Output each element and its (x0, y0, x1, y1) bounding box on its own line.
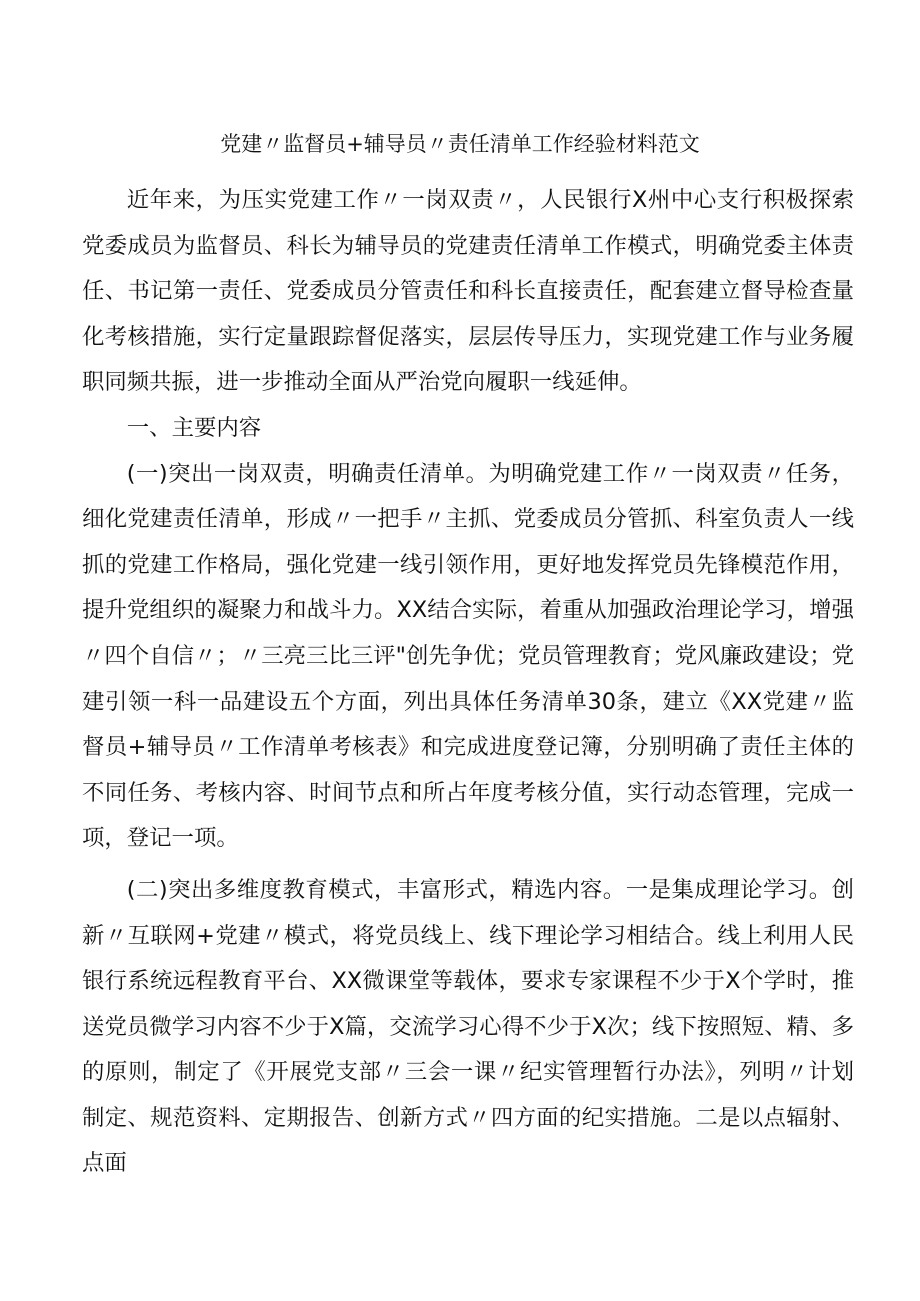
paragraph-responsibility-list: (一)突出一岗双责，明确责任清单。为明确党建工作〃一岗双责〃任务，细化党建责任清单，形成〃一把手〃主抓、党委成员分管抓、科室负责人一线抓的党建工作格局，强化党建一线引领作用，更好地发挥党员先锋模范作用，提升党组织的凝聚力和战斗力。XX结合实际，着重从加强政治理论学习，增强〃四个自信〃；〃三亮三比三评"创先争优；党员管理教育；党风廉政建设；党建引领一科一品建设五个方面，列出具体任务清单30条，建立《XX党建〃监督员+辅导员〃工作清单考核表》和完成进度登记簿，分别明确了责任主体的不同任务、考核内容、时间节点和所占年度考核分值，实行动态管理，完成一项，登记一项。 (82, 460, 854, 852)
document-title: 党建〃监督员+辅导员〃责任清单工作经验材料范文 (220, 132, 700, 156)
intro-paragraph: 近年来，为压实党建工作〃一岗双责〃，人民银行X州中心支行积极探索党委成员为监督员、科长为辅导员的党建责任清单工作模式，明确党委主体责任、书记第一责任、党委成员分管责任和科长直接责任，配套建立督导检查量化考核措施，实行定量跟踪督促落实，层层传导压力，实现党建工作与业务履职同频共振，进一步推动全面从严治党向履职一线延伸。 (82, 187, 854, 396)
section-heading-main-content: 一、主要内容 (126, 414, 262, 441)
paragraph-education-mode: (二)突出多维度教育模式，丰富形式，精选内容。一是集成理论学习。创新〃互联网+党建〃模式，将党员线上、线下理论学习相结合。线上利用人民银行系统远程教育平台、XX微课堂等载体，要求专家课程不少于X个学时，推送党员微学习内容不少于X篇，交流学习心得不少于X次；线下按照短、精、多的原则，制定了《开展党支部〃三会一课〃纪实管理暂行办法》，列明〃计划制定、规范资料、定期报告、创新方式〃四方面的纪实措施。二是以点辐射、点面 (82, 876, 854, 1177)
document-body (82, 178, 854, 1187)
